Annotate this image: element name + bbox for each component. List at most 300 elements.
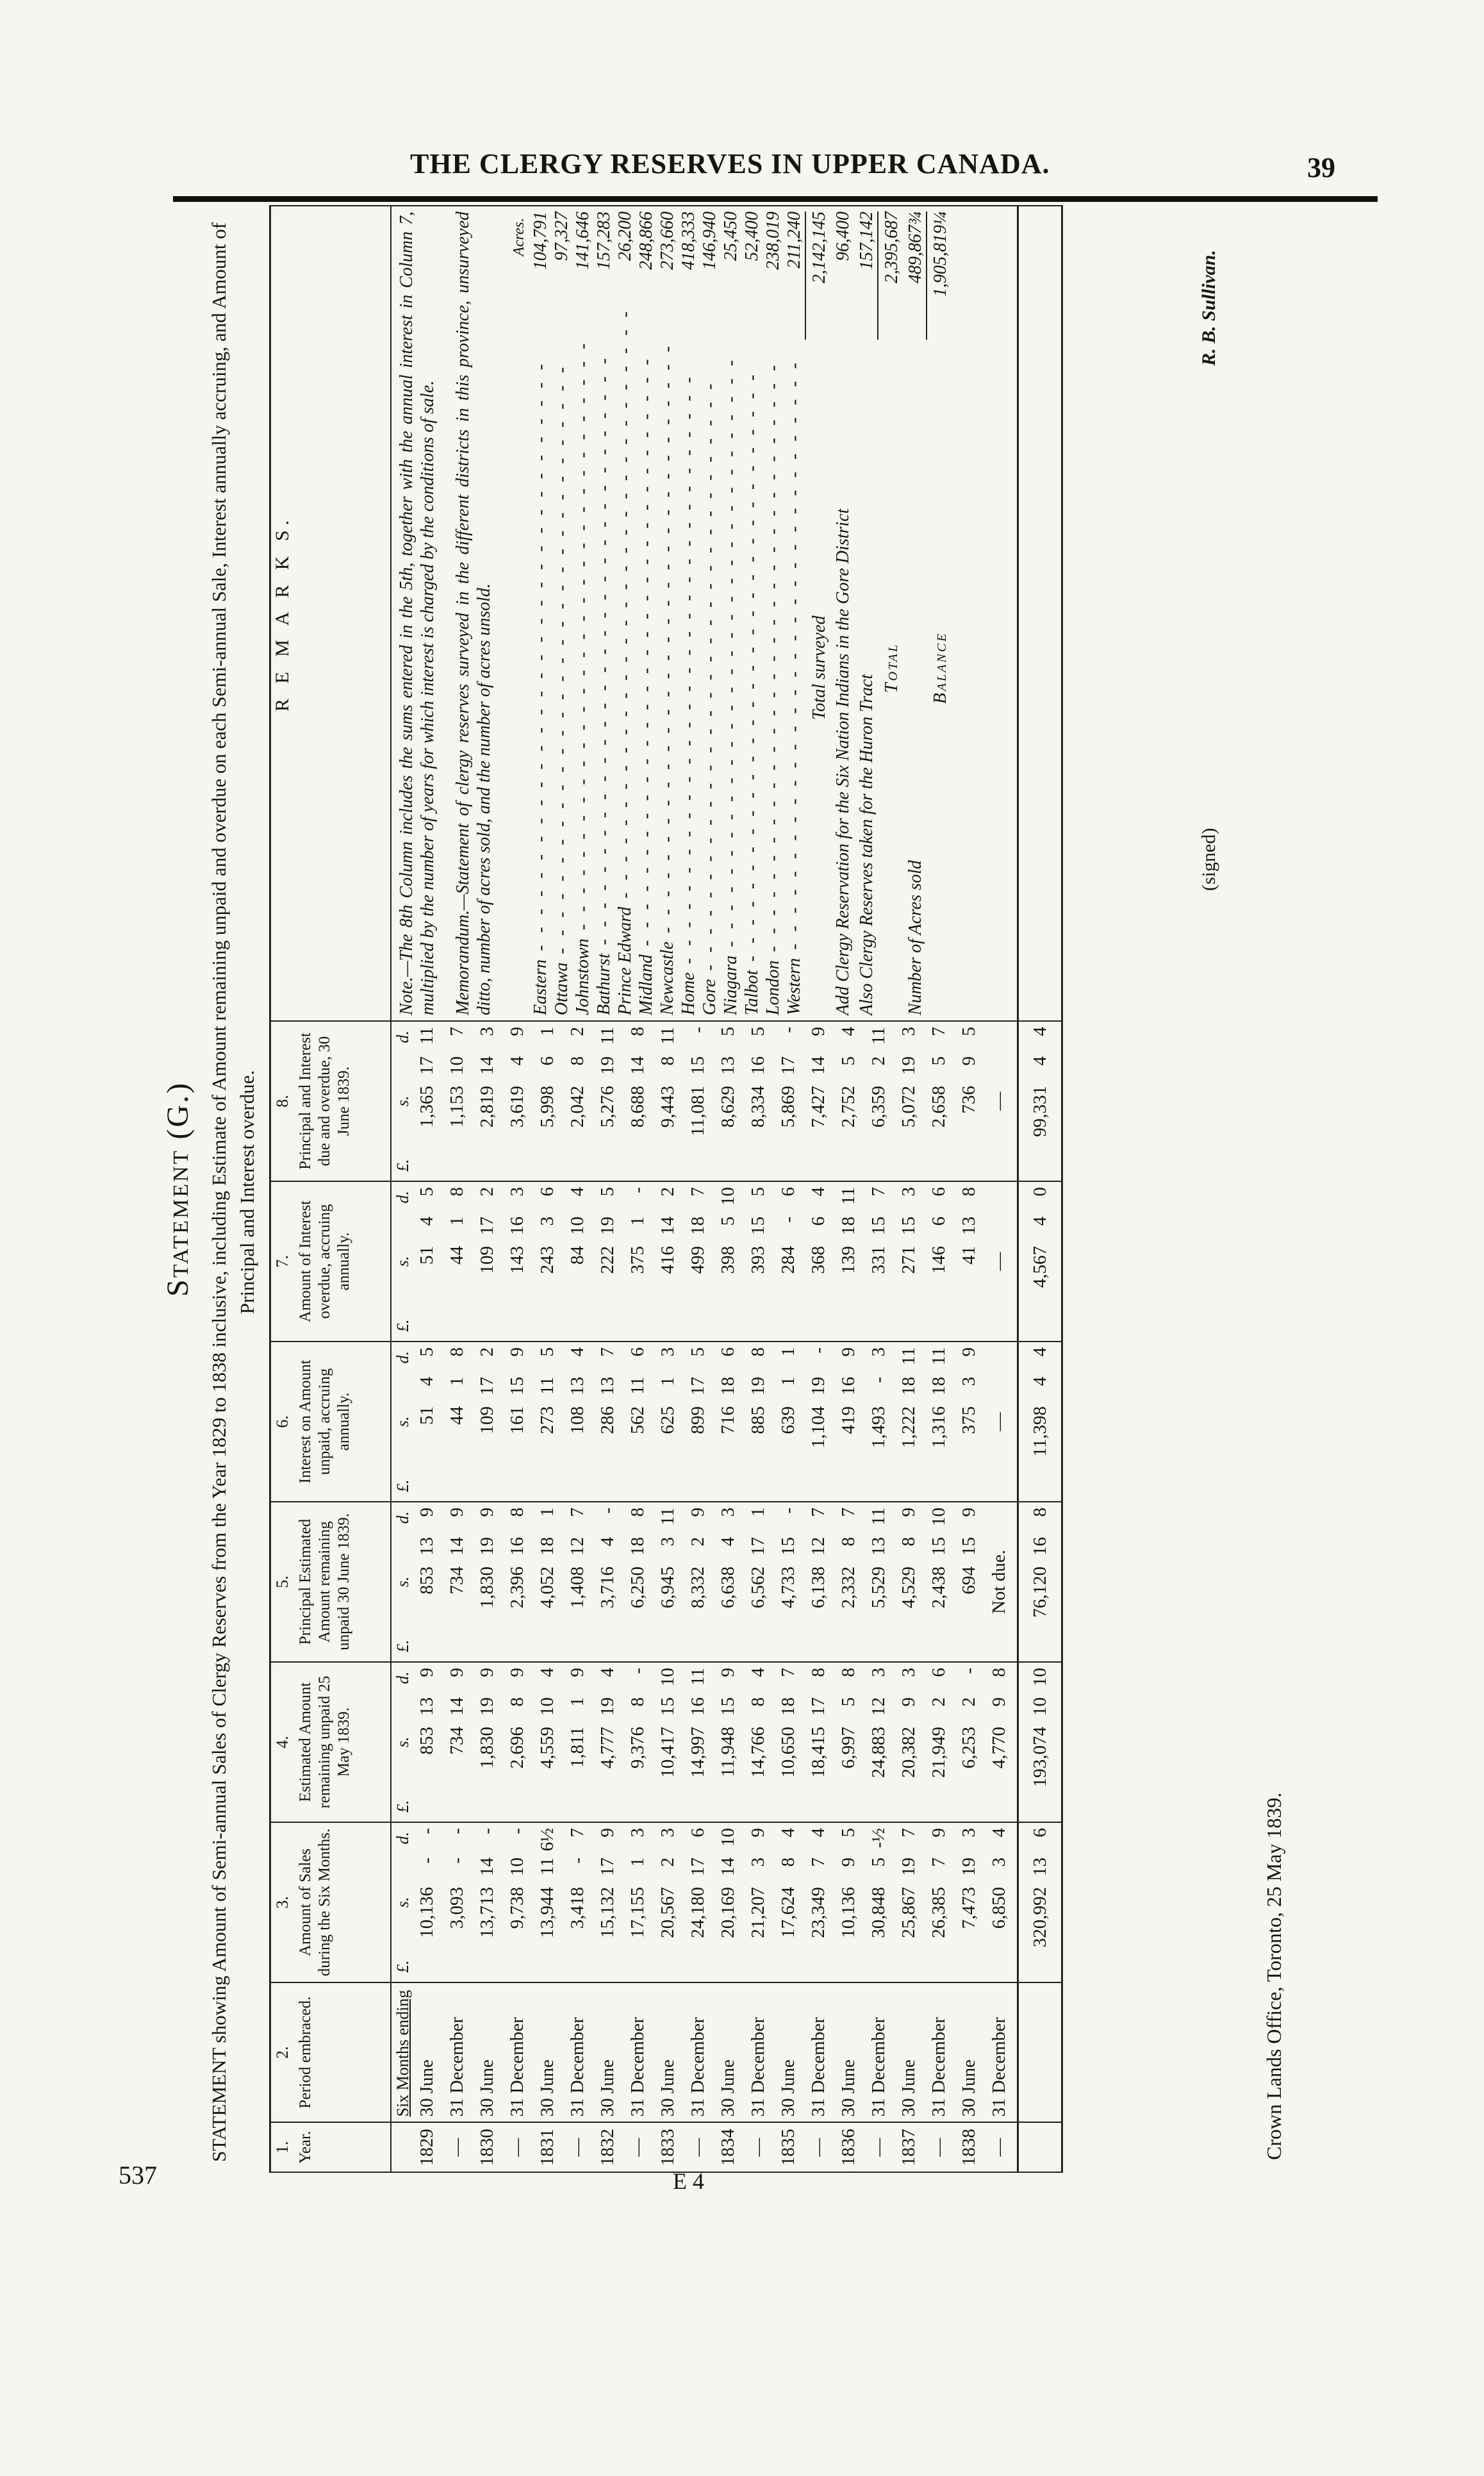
money-part: 17 [597, 1857, 618, 1876]
money-part: 4 [416, 1216, 437, 1226]
money-value [416, 1668, 438, 1816]
money-part: 3,716 [597, 1566, 618, 1609]
money-part: 6 [627, 1347, 648, 1357]
money-part: 4 [537, 1667, 557, 1677]
year-cell: 1830 [475, 2123, 505, 2173]
remarks-memorandum: Memorandum.—Statement of clergy reserves surveyed in the different districts in this province, unsurveyed ditto, number of acres sold, and the number of acres unsold. [453, 212, 494, 1015]
money-part: 8,332 [688, 1566, 708, 1609]
money-part: 15 [928, 1536, 949, 1556]
money-value [477, 1668, 498, 1816]
margin-number: 537 [119, 2161, 157, 2189]
money-part: 4,733 [778, 1566, 798, 1609]
money-part: 286 [597, 1406, 618, 1434]
money-cell [595, 1021, 625, 1181]
money-value [507, 1508, 528, 1656]
money-part: 17 [778, 1056, 798, 1075]
money-value [928, 1347, 950, 1496]
money-part: 5 [838, 1056, 859, 1066]
money-part: 11 [838, 1186, 859, 1205]
money-part: 16 [507, 1536, 527, 1556]
money-part: 10,417 [657, 1726, 678, 1778]
column-number: 3. [273, 1896, 292, 1909]
money-value [808, 1187, 829, 1336]
unit-label: £. [393, 1960, 412, 1973]
money-value [959, 1347, 980, 1496]
money-part: 1 [778, 1376, 798, 1386]
money-part: 13 [416, 1697, 437, 1716]
money-part: 9 [477, 1507, 497, 1517]
year-cell: — [565, 2123, 595, 2173]
money-value [567, 1187, 588, 1336]
money-cell [746, 1342, 776, 1502]
money-value [718, 1027, 739, 1176]
money-value [778, 1187, 799, 1336]
money-part: 8 [567, 1056, 588, 1066]
money-part: 6 [537, 1186, 557, 1197]
money-cell [686, 1822, 716, 1982]
money-part: 1 [567, 1697, 588, 1707]
money-cell [776, 1662, 806, 1822]
year-cell: 1838 [957, 2123, 987, 2173]
money-part: 15 [657, 1697, 678, 1716]
money-part: 161 [507, 1406, 527, 1434]
period-cell: 30 June [595, 1982, 625, 2123]
money-part: 14 [447, 1536, 467, 1556]
money-part: 3 [898, 1667, 919, 1677]
district-name: Bathurst - - - [593, 308, 614, 1015]
money-cell [415, 1822, 445, 1982]
money-cell [565, 1342, 595, 1502]
text-cell [987, 1342, 1018, 1502]
money-part: 11,398 [1029, 1406, 1050, 1457]
money-part: 18 [928, 1376, 949, 1395]
unit-label: £. [393, 1479, 412, 1492]
money-part: 17 [477, 1376, 497, 1395]
money-value [537, 1508, 558, 1656]
money-cell [686, 1662, 716, 1822]
money-part: 8 [778, 1857, 798, 1867]
money-cell [655, 1342, 686, 1502]
money-part: 9 [959, 1347, 979, 1357]
acres-header: Acres. [511, 218, 527, 256]
money-part: 14 [477, 1857, 497, 1876]
money-value [597, 1027, 618, 1176]
column-header-5 [270, 1502, 392, 1662]
money-cell [806, 1021, 836, 1181]
money-value [627, 1347, 648, 1496]
money-part: 320,992 [1029, 1886, 1050, 1948]
money-part: 2,042 [567, 1085, 588, 1128]
footer-office: Crown Lands Office, Toronto, 25 May 1839. [1262, 1792, 1285, 2160]
year-cell: 1832 [595, 2123, 625, 2173]
money-part: 16 [688, 1697, 708, 1716]
money-part: 4 [778, 1827, 798, 1838]
money-part: 273 [537, 1406, 557, 1434]
money-value [778, 1027, 799, 1176]
period-cell: 31 December [927, 1982, 957, 2123]
six-months-label: Six Months ending [391, 1982, 415, 2123]
money-part: 14 [627, 1056, 648, 1075]
money-cell [655, 1021, 686, 1181]
unit-label: £. [393, 1800, 412, 1813]
money-part: 9 [507, 1347, 527, 1357]
district-row [678, 212, 699, 1015]
units-cell [391, 1822, 415, 1982]
money-part: - [416, 1857, 437, 1864]
column-number: 1. [273, 2141, 292, 2154]
acres-sold-label: Number of Acres sold [905, 860, 925, 1015]
money-part: 4 [597, 1536, 618, 1547]
money-part: 9 [838, 1857, 859, 1867]
district-name: Midland - - - [636, 308, 657, 1015]
text-cell [987, 1021, 1018, 1181]
period-cell: 30 June [716, 1982, 746, 2123]
money-cell [836, 1342, 866, 1502]
money-value [718, 1347, 739, 1496]
money-part: 9 [989, 1697, 1009, 1707]
column-label: Estimated Amount remaining unpaid 25 May 1839. [297, 1675, 352, 1809]
money-value [567, 1828, 588, 1977]
money-part: 12 [868, 1697, 889, 1716]
money-part: 7 [898, 1827, 919, 1838]
money-part: 4 [597, 1667, 618, 1677]
money-part: 9,376 [627, 1726, 648, 1769]
unit-label: d. [393, 1511, 412, 1524]
statement-table [269, 205, 1063, 2173]
money-part: 5 [868, 1857, 889, 1867]
money-part: 2 [868, 1056, 889, 1066]
money-part: 13 [567, 1376, 588, 1395]
money-cell [716, 1502, 746, 1662]
money-value [898, 1508, 919, 1656]
table-header-row [270, 206, 392, 2172]
money-part: 9 [477, 1667, 497, 1677]
money-part: 193,074 [1029, 1726, 1050, 1788]
money-value [507, 1828, 528, 1977]
money-value [657, 1187, 679, 1336]
money-part: 3 [477, 1026, 497, 1036]
money-value [959, 1027, 980, 1176]
cell-text: — [989, 1412, 1009, 1431]
money-value [1030, 1187, 1051, 1336]
money-part: 694 [959, 1566, 979, 1595]
money-part: 4 [808, 1827, 829, 1838]
page-number: 39 [1307, 152, 1335, 183]
money-part: 331 [868, 1245, 889, 1274]
money-part: 3,418 [567, 1886, 588, 1929]
money-value [597, 1347, 618, 1496]
money-part: 19 [808, 1376, 829, 1395]
year-cell: 1831 [535, 2123, 565, 2173]
money-part: 13 [597, 1376, 618, 1395]
period-cell: 31 December [565, 1982, 595, 2123]
money-part: 222 [597, 1245, 618, 1274]
money-part: 4 [1029, 1056, 1050, 1066]
money-part: 76,120 [1029, 1566, 1050, 1618]
money-part: 4 [1029, 1026, 1050, 1036]
money-part: - [627, 1667, 648, 1674]
money-value [838, 1828, 859, 1977]
money-part: 16 [748, 1056, 768, 1075]
money-part: 7 [928, 1857, 949, 1867]
money-part: 10 [1029, 1697, 1050, 1716]
unit-label: s. [393, 1897, 412, 1908]
money-cell [746, 1502, 776, 1662]
money-cell [776, 1822, 806, 1982]
unit-label: £. [393, 1159, 412, 1172]
money-part: 7,473 [959, 1886, 979, 1929]
money-part: 11 [657, 1507, 678, 1525]
money-part: 4,052 [537, 1566, 557, 1609]
money-cell [776, 1181, 806, 1342]
money-cell [836, 1822, 866, 1982]
money-value [718, 1187, 739, 1336]
money-part: 9 [838, 1347, 859, 1357]
money-part: 14 [657, 1216, 678, 1235]
money-cell [625, 1181, 655, 1342]
money-value [868, 1187, 889, 1336]
money-value [808, 1508, 829, 1656]
money-part: 9 [898, 1507, 919, 1517]
money-value [537, 1347, 558, 1496]
money-part: 2,752 [838, 1085, 859, 1128]
money-value [477, 1347, 498, 1496]
money-cell [896, 1342, 927, 1502]
money-value [688, 1828, 709, 1977]
money-value [1030, 1027, 1051, 1176]
money-value [808, 1347, 829, 1496]
money-value [868, 1508, 889, 1656]
money-cell [535, 1662, 565, 1822]
money-part: 5 [537, 1347, 557, 1357]
money-part: 9,738 [507, 1886, 527, 1929]
period-cell: 31 December [746, 1982, 776, 2123]
acres-balance-value: 1,905,819¼ [930, 212, 950, 297]
money-cell [716, 1342, 746, 1502]
signed-label: (signed) [1198, 827, 1219, 891]
money-part: 2,438 [928, 1566, 949, 1609]
money-part: 416 [657, 1245, 678, 1274]
money-cell [686, 1342, 716, 1502]
money-cell [896, 1021, 927, 1181]
year-cell: — [746, 2123, 776, 2173]
money-part: 18 [898, 1376, 919, 1395]
money-part: 6 [537, 1056, 557, 1066]
money-part: 4,567 [1029, 1245, 1050, 1288]
money-part: 1,365 [416, 1085, 437, 1128]
money-part: 13 [718, 1056, 738, 1075]
header-rule [173, 196, 1378, 202]
money-part: 2 [959, 1697, 979, 1707]
money-part: 4,770 [989, 1726, 1009, 1769]
money-part: 3,619 [507, 1085, 527, 1128]
column-label: Amount of Interest overdue, accruing annually. [297, 1200, 352, 1323]
money-part: 5 [959, 1026, 979, 1036]
money-cell [716, 1021, 746, 1181]
money-cell [415, 1181, 445, 1342]
money-part: 2,332 [838, 1566, 859, 1609]
money-value [808, 1668, 829, 1816]
money-part: 5,072 [898, 1085, 919, 1128]
money-part: 8,688 [627, 1085, 648, 1128]
money-part: 21,949 [928, 1726, 949, 1778]
money-cell [595, 1181, 625, 1342]
money-value [447, 1027, 468, 1176]
money-cell [686, 1502, 716, 1662]
money-cell [445, 1021, 475, 1181]
money-value [838, 1508, 859, 1656]
money-cell [505, 1662, 535, 1822]
district-name: Eastern - - - [530, 308, 551, 1015]
money-cell [987, 1822, 1018, 1982]
money-cell [927, 1662, 957, 1822]
money-value [597, 1508, 618, 1656]
money-cell [475, 1822, 505, 1982]
money-part: 8 [1029, 1507, 1050, 1517]
column-label: Interest on Amount unpaid, accruing annually. [297, 1359, 352, 1484]
money-value [1030, 1668, 1051, 1816]
totals-period [1018, 1982, 1062, 2123]
money-cell [836, 1021, 866, 1181]
money-part: 17 [688, 1376, 708, 1395]
cell-text: Not due. [989, 1550, 1009, 1614]
year-cell: — [505, 2123, 535, 2173]
money-value [808, 1027, 829, 1176]
money-part: 2,658 [928, 1085, 949, 1128]
money-value [688, 1508, 709, 1656]
money-value [748, 1027, 769, 1176]
acres-balance-label: Balance [930, 631, 950, 704]
acres-total-row [881, 212, 902, 1015]
rotated-statement [160, 205, 1314, 2173]
year-cell: — [866, 2123, 896, 2173]
money-value [989, 1828, 1010, 1977]
acres-sold-row [905, 212, 926, 1015]
remarks-note: Note.—The 8th Column includes the sums entered in the 5th, together with the annual interest in Column 7, multiplied by the number of years for which interest is charged by the conditions of sale. [397, 212, 438, 1015]
money-part: 11 [537, 1376, 557, 1395]
money-part: 639 [778, 1406, 798, 1434]
column-header-9 [270, 206, 392, 1021]
year-cell: 1829 [415, 2123, 445, 2173]
money-part: 15 [898, 1216, 919, 1235]
money-part: 19 [597, 1216, 618, 1235]
money-value [959, 1828, 980, 1977]
money-cell [445, 1662, 475, 1822]
money-cell [535, 1342, 565, 1502]
money-value [537, 1828, 558, 1977]
totals-year [1018, 2123, 1062, 2173]
money-part: 8 [748, 1697, 768, 1707]
money-part: 20,382 [898, 1726, 919, 1778]
money-value [657, 1668, 679, 1816]
units-row [391, 206, 415, 2172]
money-part: 9 [416, 1667, 437, 1677]
statement-description: STATEMENT showing Amount of Semi-annual Sales of Clergy Reserves from the Year 1829 to 1838 inclusive, including Estimate of Amount remaining unpaid and overdue on each Semi-annual Sale, Interest annually accruing, and Amount of Principal and Interest overdue. [208, 222, 258, 2163]
money-part: 10 [567, 1216, 588, 1235]
year-cell: — [987, 2123, 1018, 2173]
money-value [447, 1187, 468, 1336]
money-value [959, 1668, 980, 1816]
district-row [699, 212, 720, 1015]
period-cell: 30 June [655, 1982, 686, 2123]
money-part: 10 [718, 1827, 738, 1847]
money-part: 19 [477, 1697, 497, 1716]
money-part: 30,848 [868, 1886, 889, 1938]
money-value [416, 1828, 438, 1977]
money-part: 9 [507, 1667, 527, 1677]
money-part: 7 [838, 1507, 859, 1517]
money-part: 6 [1029, 1827, 1050, 1838]
money-part: 4 [718, 1536, 738, 1547]
money-cell [565, 1502, 595, 1662]
money-part: 6,138 [808, 1566, 829, 1609]
money-cell [1018, 1342, 1062, 1502]
money-part: 7 [868, 1186, 889, 1197]
money-part: 5,276 [597, 1085, 618, 1128]
period-cell: 31 December [806, 1982, 836, 2123]
money-part: 11 [688, 1667, 708, 1686]
money-value [748, 1347, 769, 1496]
money-value [447, 1347, 468, 1496]
district-acres: 104,791 [531, 212, 550, 270]
money-part: 15 [778, 1536, 798, 1556]
money-part: 10 [718, 1186, 738, 1206]
money-part: 10,650 [778, 1726, 798, 1778]
money-part: 5 [416, 1186, 437, 1197]
money-cell [475, 1021, 505, 1181]
money-part: 6,638 [718, 1566, 738, 1609]
money-part: - [597, 1507, 618, 1514]
money-part: 3 [868, 1667, 889, 1677]
money-part: 4,529 [898, 1566, 919, 1609]
money-value [928, 1187, 950, 1336]
money-part: 271 [898, 1245, 919, 1274]
money-part: 7 [447, 1026, 467, 1036]
money-cell [957, 1822, 987, 1982]
money-part: 20,567 [657, 1886, 678, 1938]
money-cell [655, 1662, 686, 1822]
column-header-2 [270, 1982, 392, 2123]
district-row [720, 212, 741, 1015]
money-part: 4 [748, 1667, 768, 1677]
money-value [416, 1508, 438, 1656]
money-part: 109 [477, 1406, 497, 1434]
money-cell [746, 1181, 776, 1342]
money-part: 108 [567, 1406, 588, 1434]
district-name: Niagara - - - [720, 308, 741, 1015]
money-part: 419 [838, 1406, 859, 1434]
money-part: 9 [928, 1827, 949, 1838]
money-value [627, 1668, 648, 1816]
district-acres: 141,646 [573, 212, 593, 270]
district-name: Talbot - - - [741, 308, 763, 1015]
money-part: 734 [447, 1726, 467, 1755]
money-value [748, 1828, 769, 1977]
unit-label: s. [393, 1576, 412, 1588]
money-cell [806, 1662, 836, 1822]
acres-total-label: Total [882, 643, 902, 693]
district-name: Western - - - [784, 308, 805, 1015]
money-part: 17 [477, 1216, 497, 1235]
money-value [416, 1347, 438, 1496]
year-cell: 1834 [716, 2123, 746, 2173]
total-surveyed-label: Total surveyed [809, 615, 829, 720]
money-cell [927, 1502, 957, 1662]
money-value [657, 1828, 679, 1977]
money-part: 9 [447, 1667, 467, 1677]
sum-rule [877, 212, 878, 340]
money-part: 8 [447, 1347, 467, 1357]
